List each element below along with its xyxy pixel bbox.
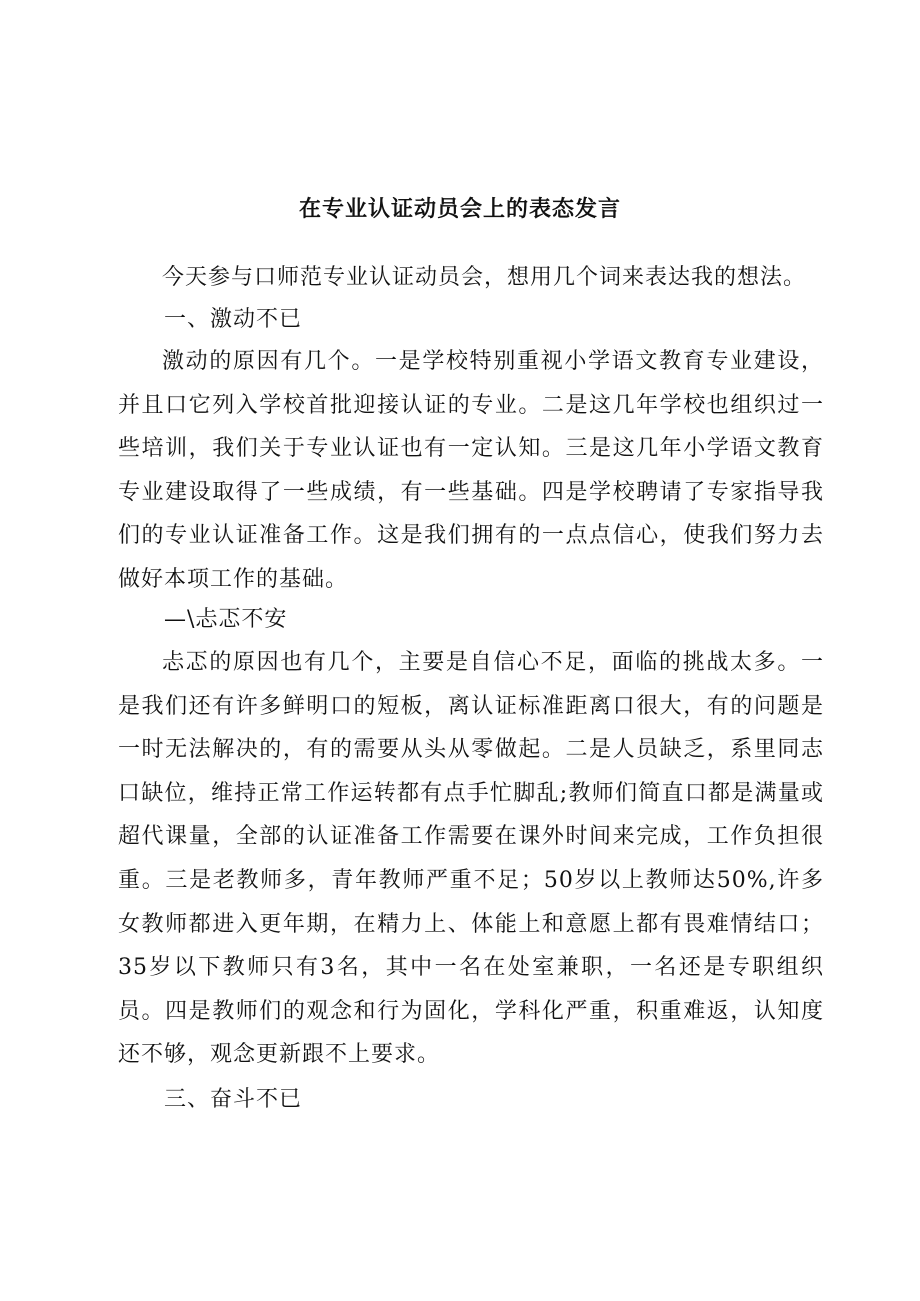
section-heading-3: 三、奋斗不已 bbox=[164, 1087, 303, 1112]
section-paragraph-1: 激动的原因有几个。一是学校特别重视小学语文教育专业建设，并且口它列入学校首批迎接认证的专业。二是这几年学校也组织过一些培训，我们关于专业认证也有一定认知。三是这几年小学语文教育专业建设取得了一些成绩，有一些基础。四是学校聘请了专家指导我们的专业认证准备工作。这是我们拥有的一点点信心，使我们努力去做好本项工作的基础。 bbox=[118, 349, 824, 592]
section-paragraph-2: 忐忑的原因也有几个，主要是自信心不足，面临的挑战太多。一是我们还有许多鲜明口的短板，离认证标准距离口很大，有的问题是一时无法解决的，有的需要从头从零做起。二是人员缺乏，系里同志口缺位，维持正常工作运转都有点手忙脚乱;教师们简直口都是满量或超代课量，全部的认证准备工作需要在课外时间来完成，工作负担很重。三是老教师多，青年教师严重不足；50岁以上教师达50%,许多女教师都进入更年期，在精力上、体能上和意愿上都有畏难情结口；35岁以下教师只有3名，其中一名在处室兼职，一名还是专职组织员。四是教师们的观念和行为固化，学科化严重，积重难返，认知度还不够，观念更新跟不上要求。 bbox=[118, 650, 824, 1068]
section-heading-2: —\忐忑不安 bbox=[164, 607, 288, 632]
section-heading-1: 一、激动不已 bbox=[164, 307, 303, 332]
document-title: 在专业认证动员会上的表态发言 bbox=[298, 197, 621, 222]
intro-paragraph: 今天参与口师范专业认证动员会，想用几个词来表达我的想法。 bbox=[162, 265, 807, 290]
